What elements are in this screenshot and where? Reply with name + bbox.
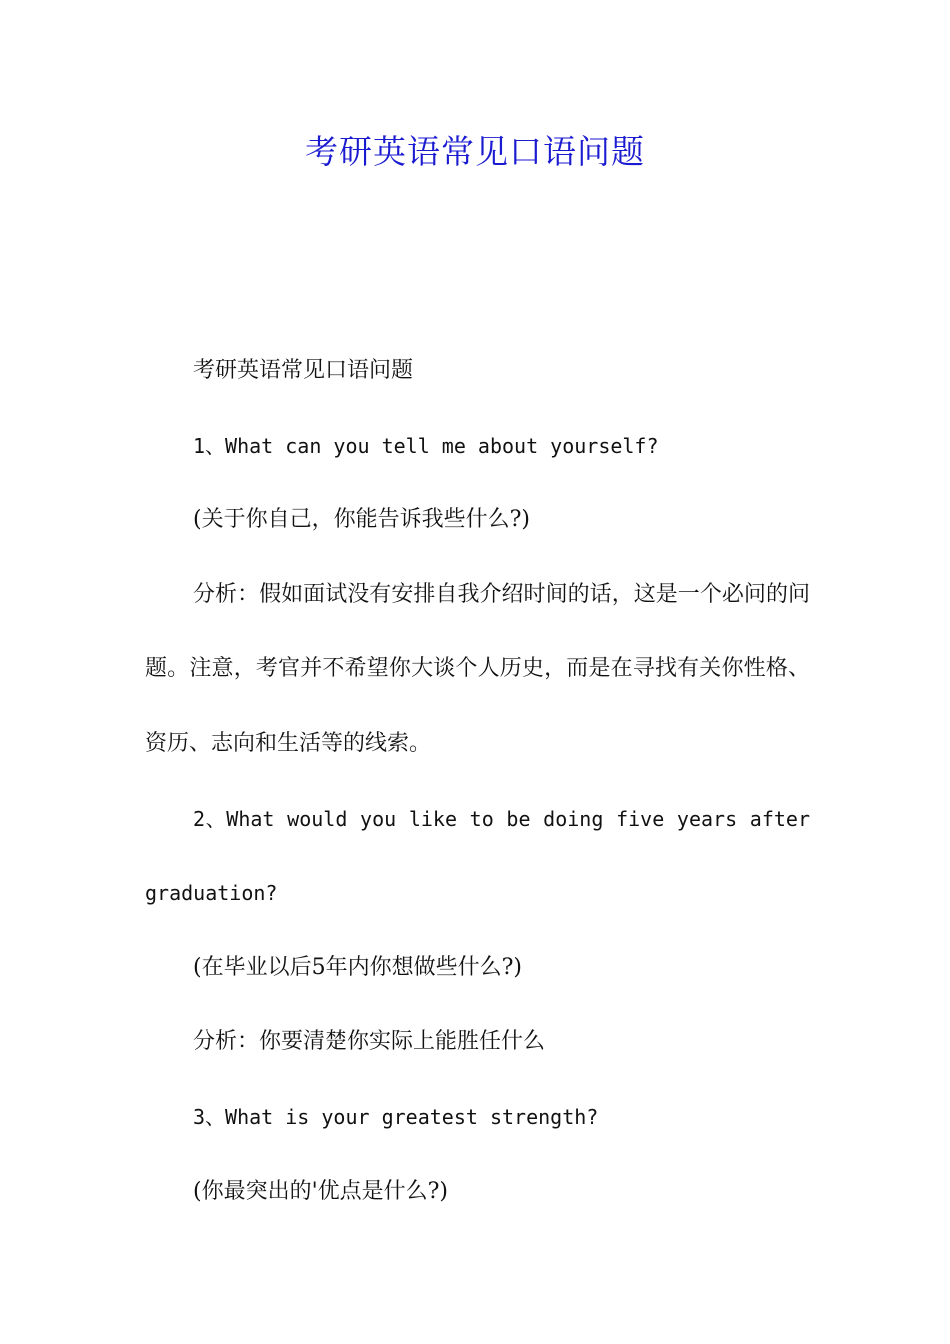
paragraph-heading: 考研英语常见口语问题 xyxy=(193,358,414,383)
document-body xyxy=(145,334,810,1229)
question-3: 3、What is your greatest strength? xyxy=(193,1104,599,1129)
question-2: 2、What would you like to be doing five years after graduation? xyxy=(145,806,810,906)
question-1-translation: (关于你自己，你能告诉我些什么?) xyxy=(193,507,530,533)
question-2-translation: (在毕业以后5年内你想做些什么?) xyxy=(193,954,522,980)
question-2-analysis: 分析：你要清楚你实际上能胜任什么 xyxy=(193,1029,546,1055)
question-3-translation: (你最突出的'优点是什么?) xyxy=(193,1178,449,1204)
question-1: 1、What can you tell me about yourself? xyxy=(193,433,659,458)
document-title: 考研英语常见口语问题 xyxy=(305,132,645,171)
question-1-analysis: 分析：假如面试没有安排自我介绍时间的话，这是一个必问的问题。注意，考官并不希望你大谈个人历史，而是在寻找有关你性格、资历、志向和生活等的线索。 xyxy=(145,581,810,756)
